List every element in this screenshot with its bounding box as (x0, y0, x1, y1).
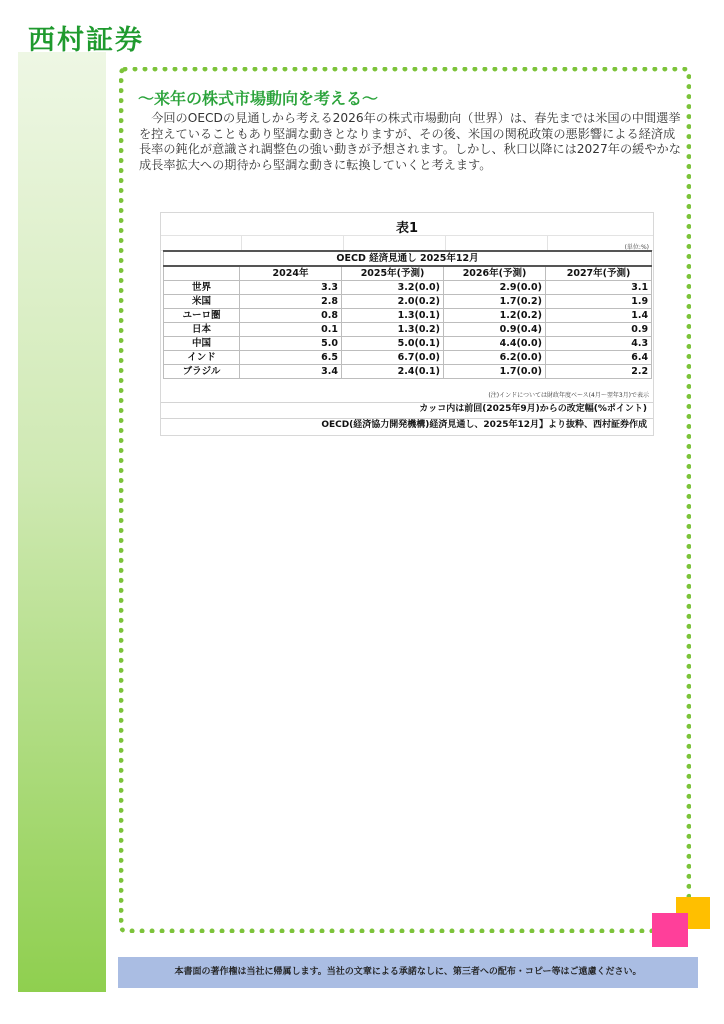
table-image (160, 212, 654, 436)
table-row (164, 281, 652, 295)
cell-2024: 2.8 (240, 295, 342, 309)
table-title: 表1 (395, 221, 419, 236)
table-caption: OECD 経済見通し 2025年12月 (164, 251, 652, 266)
row-label: 中国 (164, 337, 240, 351)
cell-2024: 0.8 (240, 309, 342, 323)
cell-2024: 0.1 (240, 323, 342, 337)
row-label: インド (164, 351, 240, 365)
cell-2026: 1.2(0.2) (444, 309, 546, 323)
cell-2026: 1.7(0.0) (444, 365, 546, 379)
table-header-cell (164, 266, 240, 281)
cell-2026: 4.4(0.0) (444, 337, 546, 351)
left-green-gradient-bar (18, 52, 106, 992)
section-heading: ～来年の株式市場動向を考える～ (138, 89, 379, 108)
table-header-cell: 2027年(予測) (546, 266, 652, 281)
row-label: ブラジル (164, 365, 240, 379)
cell-2024: 6.5 (240, 351, 342, 365)
table-row (164, 351, 652, 365)
table-row (164, 309, 652, 323)
table-header-cell: 2024年 (240, 266, 342, 281)
copyright-footer: 本書面の著作権は当社に帰属します。当社の文章による承諾なしに、第三者への配布・コピー等はご遠慮ください。 (118, 957, 698, 988)
table-note-revision: カッコ内は前回(2025年9月)からの改定幅(%ポイント) (161, 402, 653, 416)
cell-2026: 6.2(0.0) (444, 351, 546, 365)
cell-2027: 2.2 (546, 365, 652, 379)
decorative-pink-square (652, 913, 688, 947)
row-label: 世界 (164, 281, 240, 295)
row-label: ユーロ圏 (164, 309, 240, 323)
cell-2027: 4.3 (546, 337, 652, 351)
row-label: 日本 (164, 323, 240, 337)
cell-2027: 1.9 (546, 295, 652, 309)
table-header-row (164, 266, 652, 281)
cell-2025: 2.0(0.2) (342, 295, 444, 309)
cell-2027: 0.9 (546, 323, 652, 337)
table-row (164, 337, 652, 351)
cell-2027: 1.4 (546, 309, 652, 323)
cell-2026: 1.7(0.2) (444, 295, 546, 309)
cell-2027: 3.1 (546, 281, 652, 295)
content-frame (119, 67, 691, 933)
table-note-source: OECD(経済協力開発機構)経済見通し、2025年12月】より抜粋、西村証券作成 (161, 418, 653, 432)
table-footnote-small: (注)インドについては財政年度ベース(4月〜翌年3月)で表示 (488, 392, 649, 399)
brand-logo-text: 西村証券 (28, 25, 144, 56)
cell-2026: 2.9(0.0) (444, 281, 546, 295)
table-blank-row (161, 235, 653, 251)
cell-2024: 3.3 (240, 281, 342, 295)
cell-2027: 6.4 (546, 351, 652, 365)
cell-2025: 6.7(0.0) (342, 351, 444, 365)
cell-2025: 3.2(0.0) (342, 281, 444, 295)
table-header-cell: 2026年(予測) (444, 266, 546, 281)
cell-2025: 1.3(0.2) (342, 323, 444, 337)
table-header-cell: 2025年(予測) (342, 266, 444, 281)
cell-2025: 1.3(0.1) (342, 309, 444, 323)
table-unit-label: (単位:%) (624, 244, 649, 251)
table-row (164, 365, 652, 379)
table-row (164, 323, 652, 337)
cell-2024: 3.4 (240, 365, 342, 379)
cell-2026: 0.9(0.4) (444, 323, 546, 337)
table-row (164, 295, 652, 309)
cell-2024: 5.0 (240, 337, 342, 351)
oecd-forecast-table (163, 250, 652, 379)
cell-2025: 2.4(0.1) (342, 365, 444, 379)
body-paragraph: 今回のOECDの見通しから考える2026年の株式市場動向（世界）は、春先までは米国の中間選挙を控えていることもあり堅調な動きとなりますが、その後、米国の関税政策の悪影響による経済成長率の鈍化が意識され調整色の強い動きが予想されます。しかし、秋口以降には2027年の緩やかな成長率拡大への期待から堅調な動きに転換していくと考えます。 (139, 111, 681, 172)
cell-2025: 5.0(0.1) (342, 337, 444, 351)
row-label: 米国 (164, 295, 240, 309)
